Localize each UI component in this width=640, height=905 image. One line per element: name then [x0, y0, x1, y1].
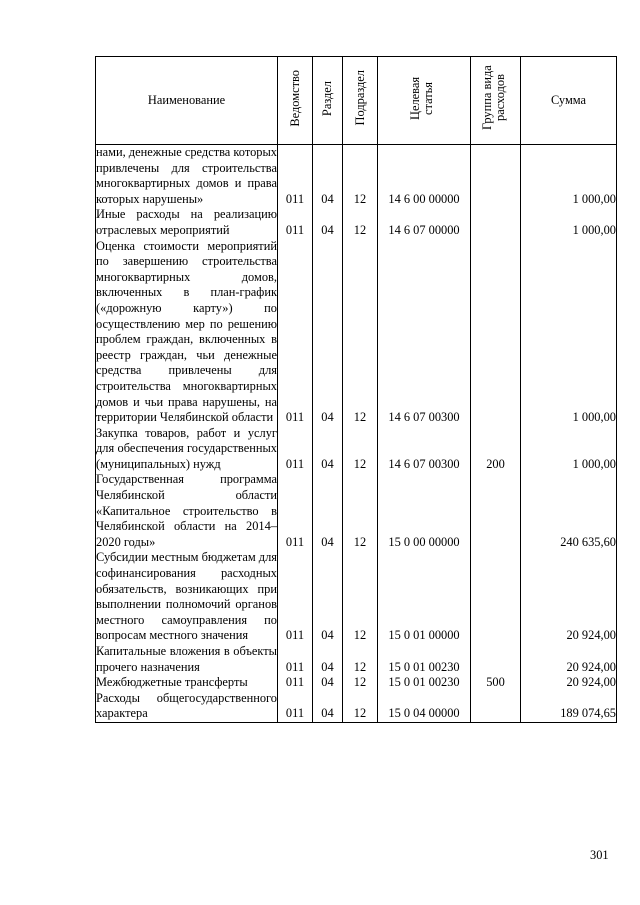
cell-department: 011 [278, 239, 313, 426]
cell-target-item: 14 6 07 00000 [378, 207, 471, 238]
cell-section: 04 [313, 145, 343, 208]
cell-section: 04 [313, 675, 343, 691]
header-section: Раздел [313, 57, 343, 145]
cell-name: Межбюджетные трансферты [96, 675, 278, 691]
header-expense-group: Группа вида расходов [471, 57, 521, 145]
cell-department: 011 [278, 644, 313, 675]
table-row [96, 426, 617, 473]
cell-amount: 189 074,65 [521, 691, 617, 723]
cell-subsection: 12 [343, 691, 378, 723]
cell-amount: 20 924,00 [521, 644, 617, 675]
cell-subsection: 12 [343, 675, 378, 691]
table-row [96, 472, 617, 550]
table-row [96, 644, 617, 675]
cell-target-item: 15 0 01 00230 [378, 644, 471, 675]
cell-name: Иные расходы на реализацию отраслевых мероприятий [96, 207, 277, 237]
cell-name: Капитальные вложения в объекты прочего назначения [96, 644, 277, 674]
cell-expense-group [471, 691, 521, 723]
cell-subsection: 12 [343, 207, 378, 238]
cell-subsection: 12 [343, 239, 378, 426]
cell-amount: 20 924,00 [521, 550, 617, 644]
table-row [96, 675, 617, 691]
cell-amount: 20 924,00 [521, 675, 617, 691]
cell-department: 011 [278, 472, 313, 550]
cell-name: нами, денежные средства которых привлечены для строительства многоквартирных домов и права которых нарушены» [96, 145, 277, 206]
header-name: Наименование [96, 57, 278, 145]
cell-subsection: 12 [343, 145, 378, 208]
cell-target-item: 14 6 07 00300 [378, 239, 471, 426]
cell-subsection: 12 [343, 644, 378, 675]
cell-department: 011 [278, 675, 313, 691]
page-number: 301 [590, 848, 609, 862]
cell-name: Субсидии местным бюджетам для софинансирования расходных обязательств, возникающих при выполнении полномочий органов местного самоуправления по вопросам местного значения [96, 550, 277, 643]
cell-name: Закупка товаров, работ и услуг для обеспечения государственных (муниципальных) нужд [96, 425, 277, 471]
table-row [96, 207, 617, 238]
cell-target-item: 15 0 00 00000 [378, 472, 471, 550]
cell-expense-group [471, 145, 521, 208]
table-row [96, 239, 617, 426]
cell-amount: 1 000,00 [521, 207, 617, 238]
cell-name: Оценка стоимости мероприятий по завершению строительства многоквартирных домов, включенных в план-график («дорожную карту») по осуществлению мер по решению проблем граждан, включенных в реестр граждан, чьи денежные средства привлечены для строительства многоквартирных домов и чьи права нарушены, на территории Челябинской области [96, 238, 277, 425]
header-subsection: Подраздел [343, 57, 378, 145]
cell-expense-group [471, 239, 521, 426]
cell-expense-group [471, 550, 521, 644]
cell-department: 011 [278, 145, 313, 208]
cell-section: 04 [313, 207, 343, 238]
cell-department: 011 [278, 550, 313, 644]
cell-section: 04 [313, 472, 343, 550]
cell-section: 04 [313, 550, 343, 644]
table-header [96, 57, 617, 145]
cell-department: 011 [278, 426, 313, 473]
cell-amount: 1 000,00 [521, 426, 617, 473]
cell-amount: 240 635,60 [521, 472, 617, 550]
cell-subsection: 12 [343, 472, 378, 550]
cell-target-item: 14 6 00 00000 [378, 145, 471, 208]
cell-department: 011 [278, 691, 313, 723]
cell-target-item: 15 0 01 00000 [378, 550, 471, 644]
cell-section: 04 [313, 426, 343, 473]
header-amount: Сумма [521, 57, 617, 145]
cell-section: 04 [313, 644, 343, 675]
cell-section: 04 [313, 691, 343, 723]
cell-expense-group [471, 207, 521, 238]
budget-table [95, 56, 617, 723]
cell-amount: 1 000,00 [521, 239, 617, 426]
cell-name: Расходы общегосударственного характера [96, 691, 278, 723]
cell-expense-group: 200 [471, 426, 521, 473]
cell-expense-group [471, 644, 521, 675]
cell-amount: 1 000,00 [521, 145, 617, 208]
cell-target-item: 15 0 04 00000 [378, 691, 471, 723]
cell-expense-group [471, 472, 521, 550]
cell-expense-group: 500 [471, 675, 521, 691]
cell-name: Государственная программа Челябинской области «Капитальное строительство в Челябинской области на 2014–2020 годы» [96, 472, 277, 549]
cell-section: 04 [313, 239, 343, 426]
cell-target-item: 15 0 01 00230 [378, 675, 471, 691]
table-row [96, 550, 617, 644]
table-row [96, 691, 617, 723]
table-row [96, 145, 617, 208]
cell-subsection: 12 [343, 550, 378, 644]
table-body [96, 145, 617, 723]
cell-target-item: 14 6 07 00300 [378, 426, 471, 473]
cell-department: 011 [278, 207, 313, 238]
header-department: Ведомство [278, 57, 313, 145]
cell-subsection: 12 [343, 426, 378, 473]
header-target-item: Целевая статья [378, 57, 471, 145]
